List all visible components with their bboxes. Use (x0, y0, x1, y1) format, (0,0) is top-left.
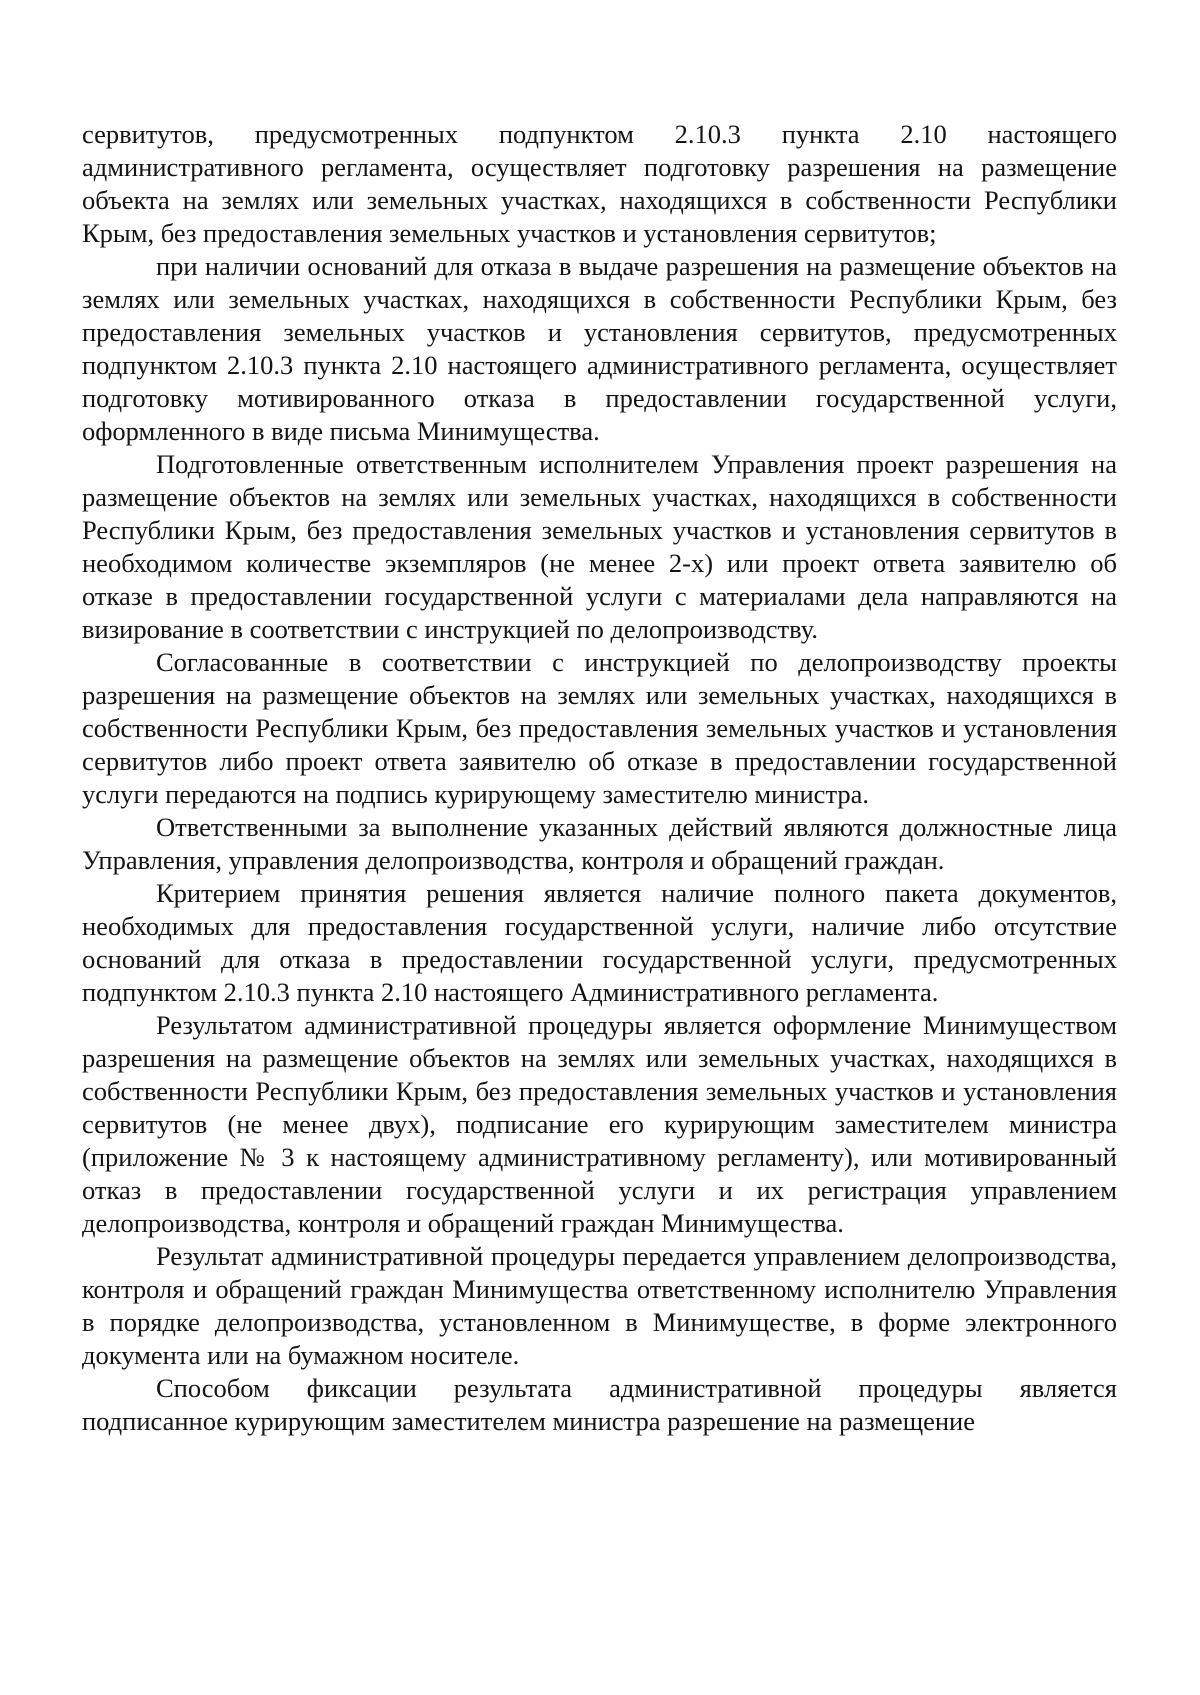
document-page (82, 118, 1117, 1438)
paragraph-continuation: сервитутов, предусмотренных подпунктом 2.10.3 пункта 2.10 настоящего административного регламента, осуществляет подготовку разрешения на размещение объекта на землях или земельных участках, находящихся в собственности Республики Крым, без предоставления земельных участков и установления сервитутов; (82, 119, 1117, 248)
paragraph-approved-drafts: Согласованные в соответствии с инструкцией по делопроизводству проекты разрешения на размещение объектов на землях или земельных участках, находящихся в собственности Республики Крым, без предоставления земельных участков и установления сервитутов либо проект ответа заявителю об отказе в предоставлении государственной услуги передаются на подпись курирующему заместителю министра. (82, 647, 1117, 809)
paragraph-procedure-result: Результатом административной процедуры является оформление Минимуществом разрешения на размещение объектов на землях или земельных участках, находящихся в собственности Республики Крым, без предоставления земельных участков и установления сервитутов (не менее двух), подписание его курирующим заместителем министра (приложение № 3 к настоящему административному регламенту), или мотивированный отказ в предоставлении государственной услуги и их регистрация управлением делопроизводства, контроля и обращений граждан Минимущества. (82, 1010, 1117, 1238)
paragraph-refusal-grounds: при наличии оснований для отказа в выдаче разрешения на размещение объектов на землях или земельных участках, находящихся в собственности Республики Крым, без предоставления земельных участков и установления сервитутов, предусмотренных подпунктом 2.10.3 пункта 2.10 настоящего административного регламента, осуществляет подготовку мотивированного отказа в предоставлении государственной услуги, оформленного в виде письма Минимущества. (82, 251, 1117, 446)
paragraph-prepared-drafts: Подготовленные ответственным исполнителем Управления проект разрешения на размещение объектов на землях или земельных участках, находящихся в собственности Республики Крым, без предоставления земельных участков и установления сервитутов в необходимом количестве экземпляров (не менее 2-х) или проект ответа заявителю об отказе в предоставлении государственной услуги с материалами дела направляются на визирование в соответствии с инструкцией по делопроизводству. (82, 449, 1117, 644)
paragraph-decision-criterion: Критерием принятия решения является наличие полного пакета документов, необходимых для предоставления государственной услуги, наличие либо отсутствие оснований для отказа в предоставлении государственной услуги, предусмотренных подпунктом 2.10.3 пункта 2.10 настоящего Административного регламента. (82, 878, 1117, 1007)
paragraph-result-fixation: Способом фиксации результата административной процедуры является подписанное курирующим заместителем министра разрешение на размещение (82, 1373, 1117, 1436)
paragraph-result-transfer: Результат административной процедуры передается управлением делопроизводства, контроля и обращений граждан Минимущества ответственному исполнителю Управления в порядке делопроизводства, установленном в Минимуществе, в форме электронного документа или на бумажном носителе. (82, 1241, 1117, 1370)
paragraph-responsible-persons: Ответственными за выполнение указанных действий являются должностные лица Управления, управления делопроизводства, контроля и обращений граждан. (82, 812, 1117, 875)
